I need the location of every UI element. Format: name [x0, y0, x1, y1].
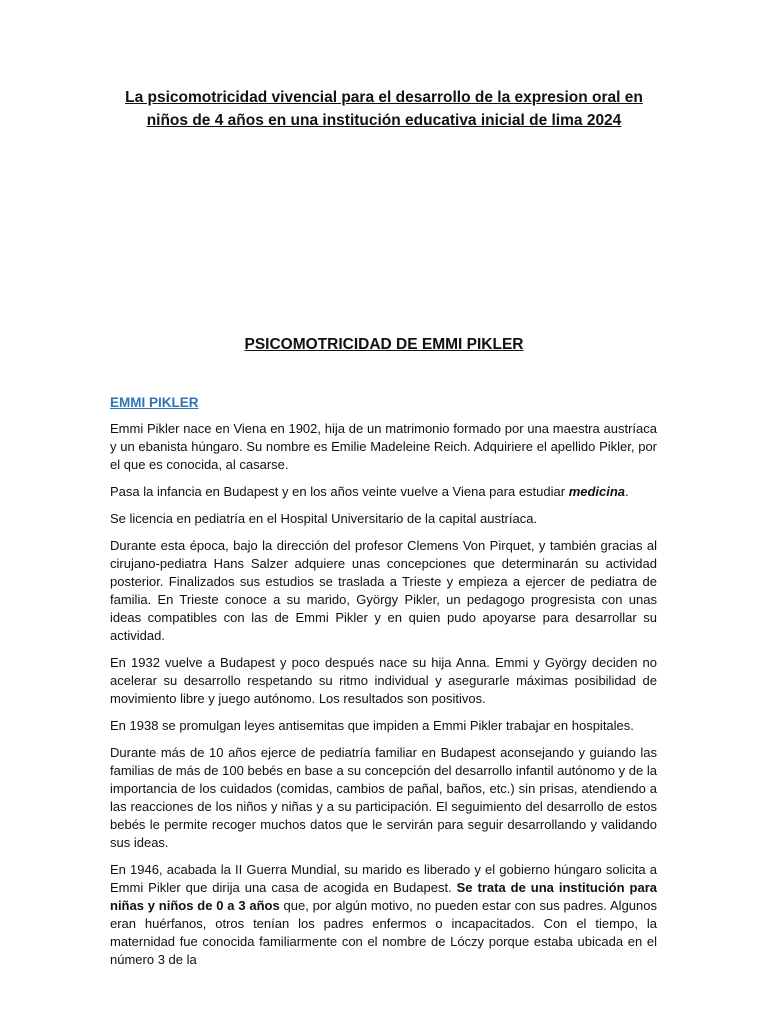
paragraph-2-emphasis: medicina [568, 484, 626, 499]
paragraph-2-end: . [625, 484, 629, 499]
document-title: La psicomotricidad vivencial para el desarrollo de la expresion oral en niños de 4 años en una institución educativa inicial de lima 2024 [125, 89, 643, 129]
subheading-emmi-pikler: EMMI PIKLER [110, 395, 199, 410]
section-heading: PSICOMOTRICIDAD DE EMMI PIKLER [244, 336, 524, 353]
paragraph-2 [110, 483, 657, 501]
paragraph-8 [110, 861, 657, 969]
paragraph-1: Emmi Pikler nace en Viena en 1902, hija de un matrimonio formado por una maestra austríaca y un ebanista húngaro. Su nombre es Emilie Madeleine Reich. Adquiriere el apellido Pikler, por el que es conocida, al casarse. [110, 421, 657, 472]
paragraph-4: Durante esta época, bajo la dirección del profesor Clemens Von Pirquet, y también gracias al cirujano-pediatra Hans Salzer adquiere unas concepciones que determinarán su actividad posterior. Finalizados sus estudios se traslada a Trieste y empieza a ejercer de pediatra de familia. En Trieste conoce a su marido, György Pikler, un pedagogo progresista con unas ideas compatibles con las de Emmi Pikler y en quien pudo apoyarse para desarrollar su actividad. [110, 538, 657, 643]
paragraph-5: En 1932 vuelve a Budapest y poco después nace su hija Anna. Emmi y György deciden no acelerar su desarrollo respetando su ritmo individual y asegurarle máximas posibilidad de movimiento libre y juego autónomo. Los resultados son positivos. [110, 655, 657, 706]
paragraph-2-text: Pasa la infancia en Budapest y en los años veinte vuelve a Viena para estudiar [110, 484, 569, 499]
paragraph-8-strong: Se trata de una institución para niñas y niños de 0 a 3 años [110, 880, 657, 913]
paragraph-8-end: que, por algún motivo, no pueden estar con sus padres. Algunos eran huérfanos, otros tenían los padres enfermos o incapacitados. Con el tiempo, la maternidad fue conocida familiarmente con el nombre de Lóczy porque estaba ubicada en el número 3 de la [110, 898, 657, 967]
paragraph-6: En 1938 se promulgan leyes antisemitas que impiden a Emmi Pikler trabajar en hospitales. [110, 718, 634, 733]
body-text [110, 420, 657, 978]
paragraph-3: Se licencia en pediatría en el Hospital Universitario de la capital austríaca. [110, 511, 538, 526]
paragraph-8-text: En 1946, acabada la II Guerra Mundial, su marido es liberado y el gobierno húngaro solicita a Emmi Pikler que dirija una casa de acogida en Budapest. [110, 862, 657, 895]
paragraph-7: Durante más de 10 años ejerce de pediatría familiar en Budapest aconsejando y guiando las familias de más de 100 bebés en base a su concepción del desarrollo infantil autónomo y de la importancia de los cuidados (comidas, cambios de pañal, baños, etc.) sin prisas, atendiendo a las reacciones de los niños y niñas y a su participación. El seguimiento del desarrollo de estos bebés le permite recoger muchos datos que le servirán para seguir desarrollando y validando sus ideas. [110, 745, 657, 850]
